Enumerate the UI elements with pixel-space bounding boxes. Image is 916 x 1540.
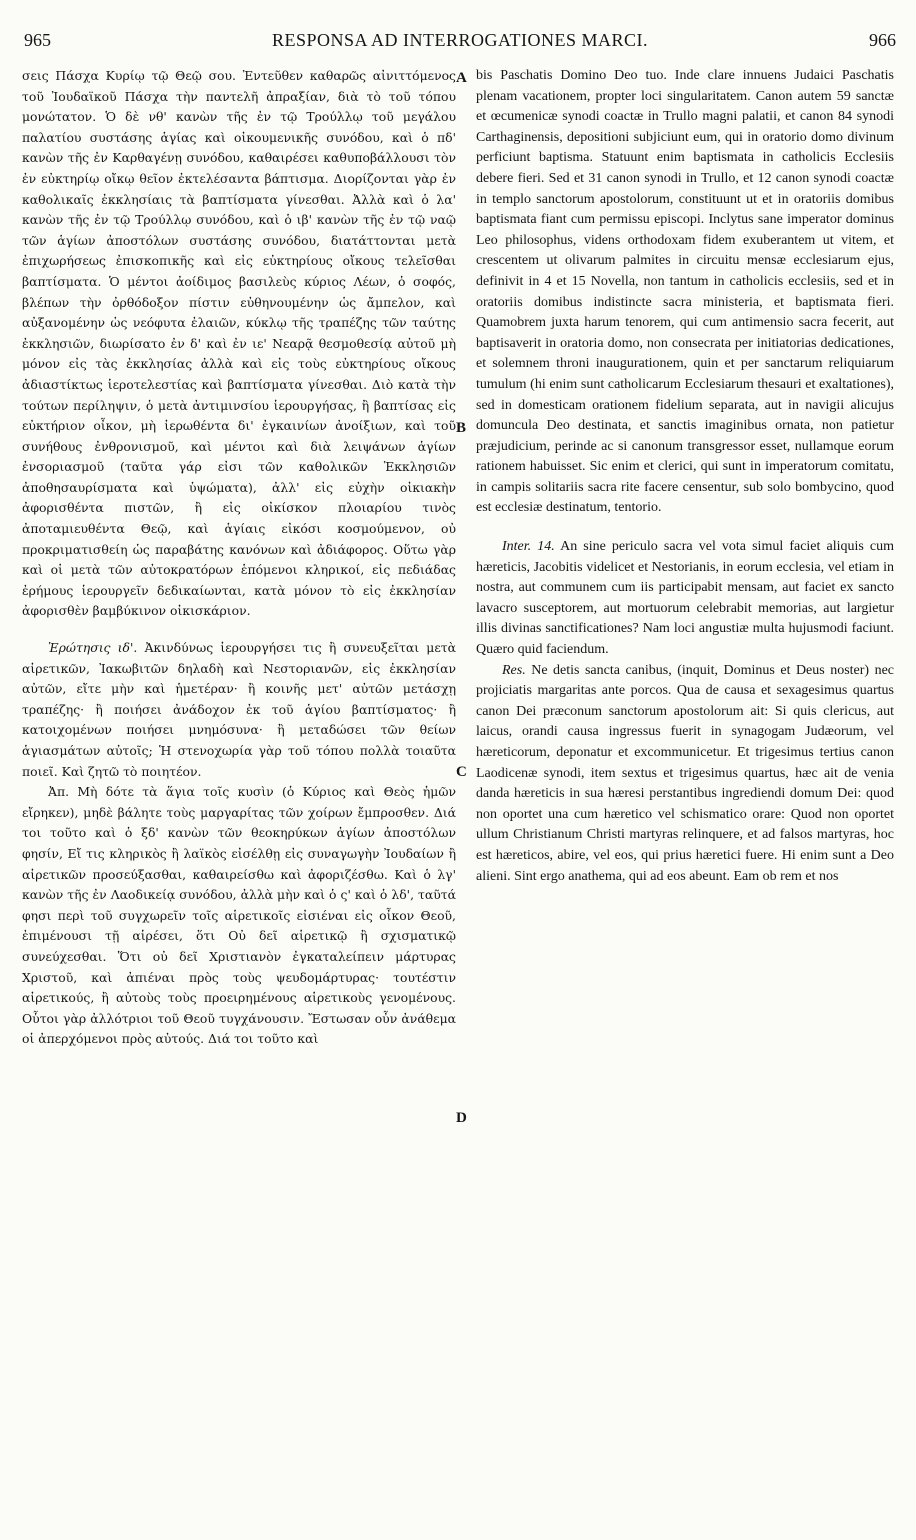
latin-paragraph-1: bis Paschatis Domino Deo tuo. Inde clare innuens Judaici Paschatis plenam vacationem, propter loci singularitatem. Canon autem 59 sanctæ et œcumenicæ synodi coactæ in Trullo magni palatii, et canon 84 synodi Carthaginensis, depositioni subjiciunt eum, qui in oratorio domo divinum perficiunt baptisma. Statuunt enim baptismata in catholicis Ecclesiis debere fieri. Sed et 31 canon synodi in Trullo, et 12 canon synodi coactæ in templo sanctorum apostolorum, constituunt ut et in oratoriis domibus baptismata fiant cum permissu episcopi. Inclytus sane imperator dominus Leo philosophus, videns orthodoxam fidem exuberantem ut vitem, et crescentem ut olivarum palmites in circuitu mensæ ecclesiarum ejus, definivit in 4 et 15 Novella, non tantum in catholicis ecclesiis, sed et in oratoriis domibus indistincte sacra ministeria, et baptismata fieri. Quamobrem juxta harum tenorem, qui cum antimensio sacra fecerit, aut baptisaverit in oratoria domo, non consecrata per initiatorias dedicationes, et solemnem throni inaugurationem, quin et per sanctarum reliquiarum tumulum (hi enim sunt catholicarum Ecclesiarum thesauri et exaltationes), sed in domesticam orationem fidelium separata, aut in navigii alicujus domuncula Deo destinata, et sanctis imaginibus ornata, non patietur præjudicium, perinde ac si canonum transgressor esset, nullamque eorum rationem habuisset. Sic enim et clerici, qui sunt in imperatorum comitatu, in campis solitariis sacra rite facere censentur, sub solo bombycino, quod est ecclesiæ destinatum, tentorio. <box>476 68 894 516</box>
latin-answer <box>476 661 894 888</box>
margin-marker-d: D <box>456 1110 467 1126</box>
greek-question <box>22 638 456 782</box>
running-title: RESPONSA AD INTERROGATIONES MARCI. <box>271 30 649 50</box>
greek-question-label: Ἐρώτησις ιδ'. <box>48 640 138 656</box>
latin-answer-text: Ne detis sancta canibus, (inquit, Dominus et Deus noster) nec projiciatis margaritas ante porcos. Qua de causa et sexagesimus quartus canon Dei præconum sanctorum apostolorum ait: Si quis clericus, aut laicus, orandi causa ingressus fuerit in synagogam Judæorum, vel hæreticorum, deponatur et excommunicetur. Et trigesimus tertius canon Laodicenæ synodi, item sextus et trigesimus quartus, hæc ait de venia danda hæreticis in sua hæresi perstantibus ingrediendi domum Dei: quod non oportet una cum hæretico vel schismatico orare: Quod non oportet ullum Christianum Christi martyras relinquere, et ad falsos martyras, hoc est hæreticos, abire, vel eos, qui prius hæretici fuere. Hi enim sunt a Deo alieni. Sint ergo anathema, qui ad eos abeunt. Eam ob rem et nos <box>476 662 895 884</box>
greek-answer-label: Ἀπ. <box>48 784 70 800</box>
latin-question <box>476 537 894 661</box>
margin-marker-a: A <box>456 70 467 86</box>
margin-marker-b: B <box>456 420 467 436</box>
greek-answer-text: Μὴ δότε τὰ ἅγια τοῖς κυσὶν (ὁ Κύριος καὶ Θεὸς ἡμῶν εἴρηκεν), μηδὲ βάλητε τοὺς μαργαρίτας τῶν χοίρων ἔμπροσθεν. Διά τοι τοῦτο καὶ ὁ ξδ' κανὼν τῶν θεοκηρύκων ἁγίων ἀποστόλων φησίν, Εἴ τις κληρικὸς ἢ λαϊκὸς εἰσέλθῃ εἰς συναγωγὴν Ἰουδαίων ἢ αἱρετικῶν προσεύξασθαι, καθαιρείσθω καὶ ἀφοριζέσθω. Καὶ ὁ λγ' κανὼν τῆς ἐν Λαοδικείᾳ συνόδου, ἀλλὰ μὴν καὶ ὁ ς' καὶ ὁ λδ', ταῦτά φησι περὶ τοῦ συγχωρεῖν τοῖς αἱρετικοῖς εἰσιέναι εἰς οἶκον Θεοῦ, ἐπιμένουσι τῇ αἱρέσει, ὅτι Οὐ δεῖ αἱρετικῷ ἢ σχισματικῷ συνεύχεσθαι. Ὅτι οὐ δεῖ Χριστιανὸν ἐγκαταλείπειν μάρτυρας Χριστοῦ, καὶ ἀπιέναι πρὸς τοὺς ψευδομάρτυρας· τουτέστιν αἱρετικούς, ἢ αὐτοὺς τοὺς προειρημένους αἱρετικοὺς γενομένους. Οὗτοι γὰρ ἀλλότριοι τοῦ Θεοῦ τυγχάνουσιν. Ἔστωσαν οὖν ἀνάθεμα οἱ ἀπερχόμενοι πρὸς αὐτούς. Διά τοι τοῦτο καὶ <box>22 784 456 1047</box>
page-header <box>24 30 896 60</box>
greek-answer <box>22 782 456 1050</box>
latin-question-label: Inter. 14. <box>502 539 555 555</box>
page-number-right: 966 <box>869 30 896 50</box>
latin-question-text: An sine periculo sacra vel vota simul faciet aliquis cum hæreticis, Jacobitis videlicet et Nestorianis, in eorum ecclesia, vel etiam in nostra, aut communem cum iis participabit mensam, aut faciet ex sancto lavacro susceptorem, aut mortuorum celebrabit memorias, aut largietur illis divinas sanctificationes? Nam loci angustiæ multa hujusmodi faciunt. Quæro quid faciendum. <box>476 539 895 658</box>
page-number-left: 965 <box>24 30 51 50</box>
greek-column <box>22 66 456 1050</box>
latin-column <box>476 66 894 887</box>
greek-question-text: Ἀκινδύνως ἱερουργήσει τις ἢ συνευξεῖται μετὰ αἱρετικῶν, Ἰακωβιτῶν δηλαδὴ καὶ Νεστοριανῶν, εἰς ἐκκλησίαν αὐτῶν, εἴτε μὴν καὶ ἡμετέραν· ἢ κοινῆς μετ' αὐτῶν μετάσχῃ τραπέζης· ἢ ποιήσει ἀνάδοχον ἐκ τοῦ ἁγίου βαπτίσματος· ἢ κατοιχομένων ποιήσει μνημόσυνα· ἢ μεταδώσει τῶν θείων ἁγιασμάτων αὐτοῖς; Ἡ στενοχωρία γὰρ τοῦ τόπου πολλὰ τοιαῦτα ποιεῖ. Καὶ ζητῶ τὸ ποιητέον. <box>22 640 456 779</box>
margin-marker-c: C <box>456 764 467 780</box>
greek-paragraph-1: σεις Πάσχα Κυρίῳ τῷ Θεῷ σου. Ἐντεῦθεν καθαρῶς αἰνιττόμενος τοῦ Ἰουδαϊκοῦ Πάσχα τὴν παντελῆ ἀπραξίαν, διὰ τὸ τοῦ τόπου μονώτατον. Ὁ δὲ νθ' κανὼν τῆς ἐν τῷ Τρούλλῳ τοῦ μεγάλου παλατίου συστάσης ἁγίας καὶ οἰκουμενικῆς συνόδου, καὶ ὁ πδ' κανὼν τῆς ἐν Καρθαγένῃ συνόδου, καθαιρέσει καθυποβάλλουσι τὸν ἐν εὐκτηρίῳ οἴκῳ θεῖον ἐκτελέσαντα βάπτισμα. Διορίζονται γὰρ ἐν καθολικαῖς ἐκκλησίαις τὰ βαπτίσματα γίνεσθαι. Ἀλλὰ καὶ ὁ λα' κανὼν τῆς ἐν τῷ Τρούλλῳ συνόδου, καὶ ὁ ιβ' κανὼν τῆς ἐν τῷ ναῷ τῶν ἁγίων ἀποστόλων συστάσης συνόδου, διατάττονται μετὰ ἐπιχωρήσεως ἐπισκοπικῆς καὶ εἰς εὐκτηρίους οἴκους τελεῖσθαι βαπτίσματα. Ὁ μέντοι ἀοίδιμος βασιλεὺς κύριος Λέων, ὁ σοφός, βλέπων τὴν ὀρθόδοξον πίστιν εὐθηνουμένην ὡς ἄμπελον, καὶ αὐξανομένην ὡς νεόφυτα ἐλαιῶν, κύκλῳ τῆς τραπέζης τῶν ταύτης ἐκκλησιῶν, διωρίσατο ἐν δ' καὶ ἐν ιε' Νεαρᾷ θεσμοθεσίᾳ αὐτοῦ μὴ μόνον εἰς τὰς ἐκκλησίας ἀλλὰ καὶ εἰς τοὺς εὐκτηρίους οἴκους ἀδιαστίκτως ἱεροτελεστίας καὶ βαπτίσματα γίνεσθαι. Διὸ κατὰ τὴν τούτων περίληψιν, ὁ μετὰ ἀντιμινσίου ἱερουργήσας, ἢ βαπτίσας εἰς εὐκτήριον οἶκον, μὴ ἱερωθέντα δι' ἐγκαινίων ἀνοίξιων, καὶ τοῦ συνήθους ἐνθρονισμοῦ, καὶ μέντοι καὶ διὰ λειψάνων ἁγίων ἐνσοριασμοῦ (ταῦτα γάρ εἰσι τῶν καθολικῶν Ἐκκλησιῶν ἀποθησαυρίσματα καὶ ὑψώματα), ἀλλ' εἰς εὐχὴν οἰκιακὴν ἀφορισθέντα πιστῶν, ἢ εἰς οἰκίσκον πλοιαρίου τινὸς ἀποταμιευθέντα Θεῷ, καὶ ἁγίαις εἰκόσι κοσμούμενον, οὐ προκριματισθείη ὡς παραβάτης κανόνων καὶ ἀδιάφορος. Οὕτω γὰρ καὶ οἱ μετὰ τῶν αὐτοκρατόρων ἑπόμενοι κληρικοί, εἰς πεδιάδας ἐρήμους ἱερουργεῖν δεδικαίωνται, κατὰ μόνον τὸ εἰς ἐκκλησίαν ἀφορισθὲν βαμβύκινον οἰκισκάριον. <box>22 68 456 619</box>
latin-answer-label: Res. <box>502 662 526 678</box>
